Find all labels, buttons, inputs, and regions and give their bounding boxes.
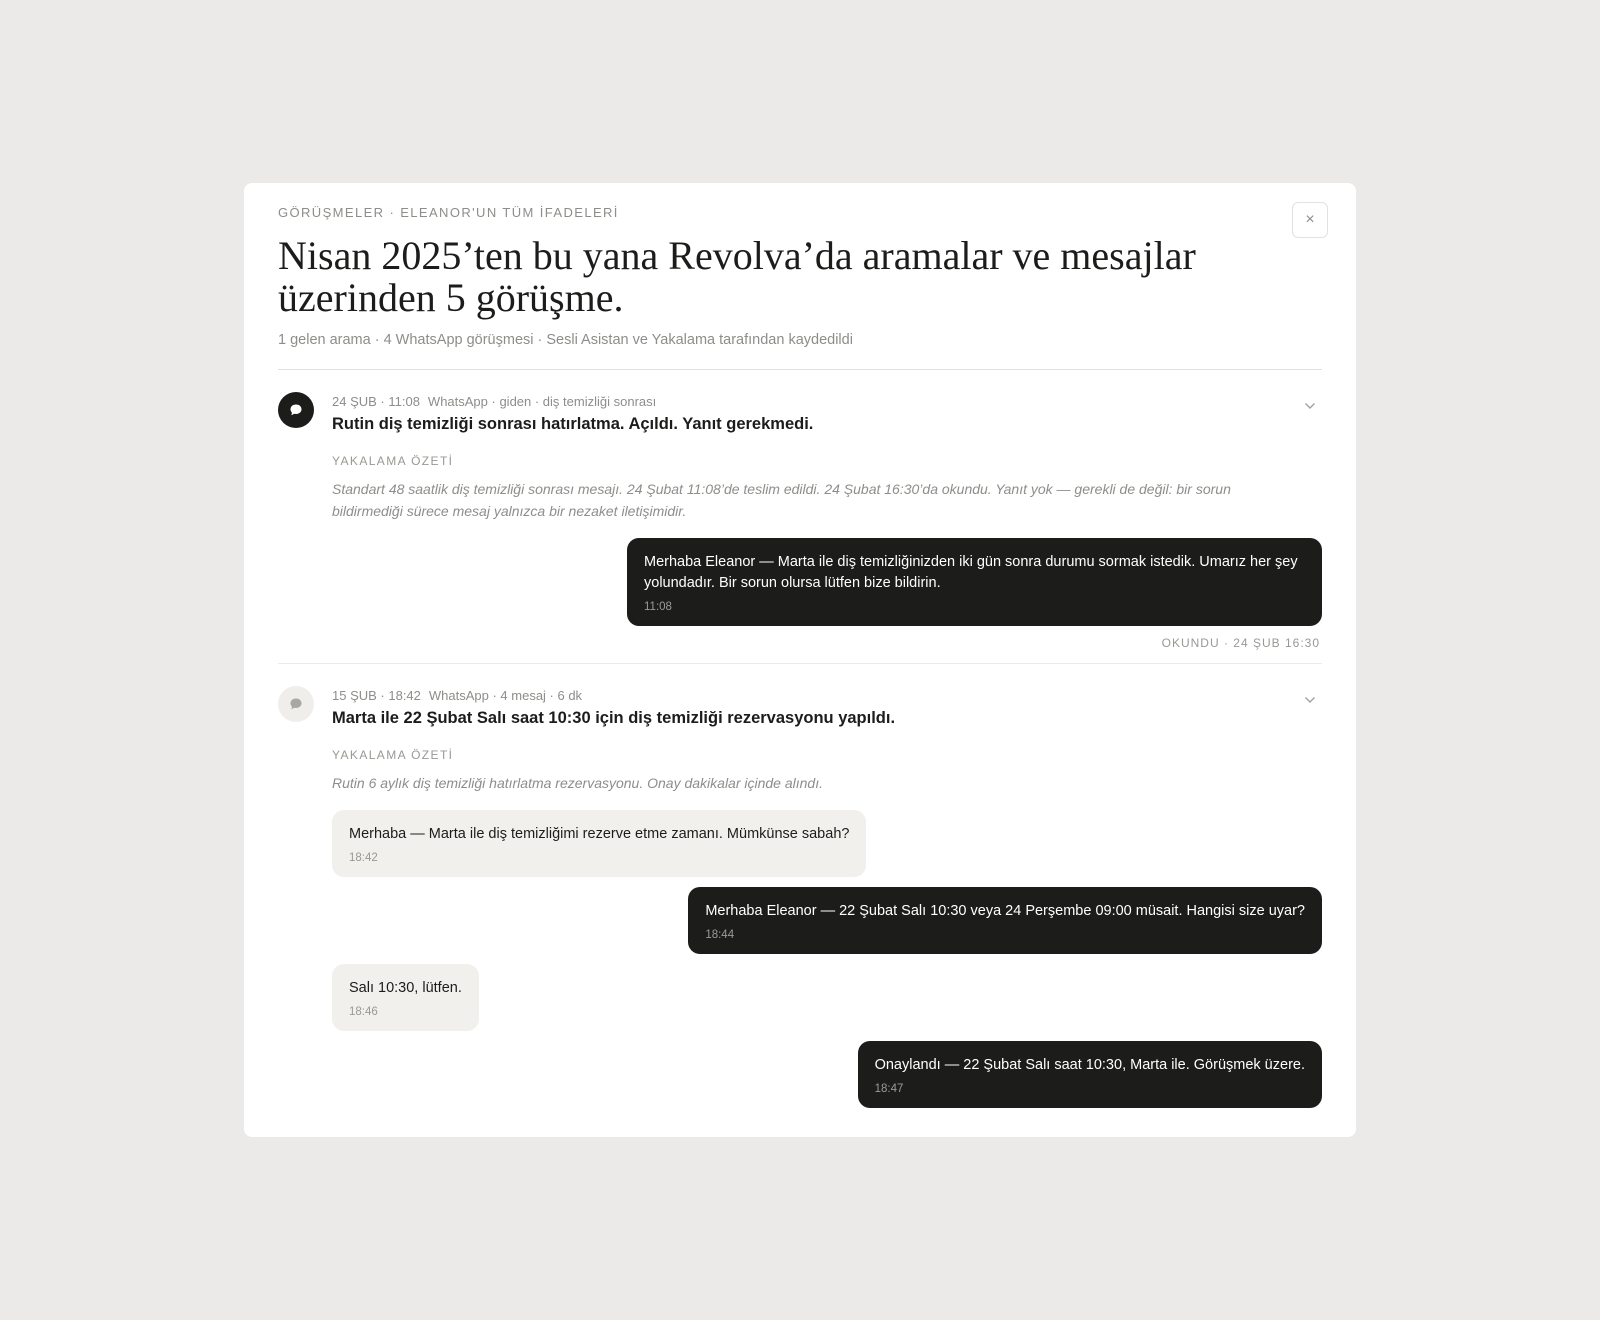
conversation-date: 15 ŞUB · 18:42 bbox=[332, 688, 421, 703]
conversation-details: WhatsApp · 4 mesaj · 6 dk bbox=[428, 688, 583, 703]
summary-label: YAKALAMA ÖZETİ bbox=[332, 454, 454, 468]
conversation-meta bbox=[332, 688, 1322, 704]
message-bubble-outgoing bbox=[858, 1041, 1322, 1108]
conversation-item bbox=[278, 664, 1322, 1108]
message-time: 11:08 bbox=[644, 601, 672, 613]
message-text: Onaylandı — 22 Şubat Salı saat 10:30, Marta ile. Görüşmek üzere. bbox=[874, 1057, 1305, 1073]
modal-title: Nisan 2025’ten bu yana Revolva’da aramalar ve mesajlar üzerinden 5 görüşme. bbox=[278, 233, 1196, 320]
message-time: 18:47 bbox=[874, 1083, 904, 1095]
chat-bubble-icon bbox=[278, 392, 314, 428]
message-text: Salı 10:30, lütfen. bbox=[349, 980, 462, 996]
message-bubble-outgoing bbox=[627, 538, 1322, 626]
message-time: 18:46 bbox=[349, 1006, 378, 1018]
modal-eyebrow: GÖRÜŞMELER · ELEANOR'UN TÜM İFADELERİ bbox=[278, 205, 619, 220]
message-bubble-incoming bbox=[332, 964, 479, 1031]
close-button[interactable] bbox=[1292, 202, 1328, 238]
conversation-details: WhatsApp · giden · diş temizliği sonrası bbox=[427, 394, 657, 409]
message-bubble-outgoing bbox=[688, 887, 1322, 954]
close-icon: × bbox=[1305, 211, 1315, 228]
expand-chevron-icon[interactable] bbox=[1302, 398, 1318, 414]
message-text: Merhaba Eleanor — Marta ile diş temizliğinizden iki gün sonra durumu sormak istedik. Umarız her şey yolundadır. Bir sorun olursa lütfen bize bildirin. bbox=[644, 554, 1298, 591]
message-time: 18:42 bbox=[349, 852, 378, 864]
message-text: Merhaba — Marta ile diş temizliğimi rezerve etme zamanı. Mümkünse sabah? bbox=[349, 826, 850, 842]
expand-chevron-icon[interactable] bbox=[1302, 692, 1318, 708]
conversation-title[interactable]: Rutin diş temizliği sonrası hatırlatma. Açıldı. Yanıt gerekmedi. bbox=[332, 415, 814, 433]
chat-bubble-icon bbox=[278, 686, 314, 722]
conversation-date: 24 ŞUB · 11:08 bbox=[332, 394, 420, 409]
summary-text: Standart 48 saatlik diş temizliği sonrası mesajı. 24 Şubat 11:08’de teslim edildi. 24 Şubat 16:30’da okundu. Yanıt yok — gerekli de değil: bir sorun bildirmediği sürece mesaj yalnızca bir nezaket iletişimidir. bbox=[332, 481, 1231, 519]
modal-subtitle: 1 gelen arama · 4 WhatsApp görüşmesi · Sesli Asistan ve Yakalama tarafından kaydedildi bbox=[278, 332, 853, 348]
conversation-item bbox=[278, 370, 1322, 664]
message-thread bbox=[332, 536, 1322, 626]
read-receipt: OKUNDU · 24 ŞUB 16:30 bbox=[1161, 636, 1320, 650]
message-time: 18:44 bbox=[705, 929, 735, 941]
message-bubble-incoming bbox=[332, 810, 866, 877]
conversation-meta bbox=[332, 394, 1322, 410]
message-thread bbox=[332, 808, 1322, 1108]
summary-text: Rutin 6 aylık diş temizliği hatırlatma rezervasyonu. Onay dakikalar içinde alındı. bbox=[332, 775, 823, 791]
message-text: Merhaba Eleanor — 22 Şubat Salı 10:30 veya 24 Perşembe 09:00 müsait. Hangisi size uyar? bbox=[705, 903, 1305, 919]
summary-label: YAKALAMA ÖZETİ bbox=[332, 748, 454, 762]
conversation-title[interactable]: Marta ile 22 Şubat Salı saat 10:30 için diş temizliği rezervasyonu yapıldı. bbox=[332, 709, 896, 727]
conversations-modal bbox=[244, 183, 1356, 1137]
